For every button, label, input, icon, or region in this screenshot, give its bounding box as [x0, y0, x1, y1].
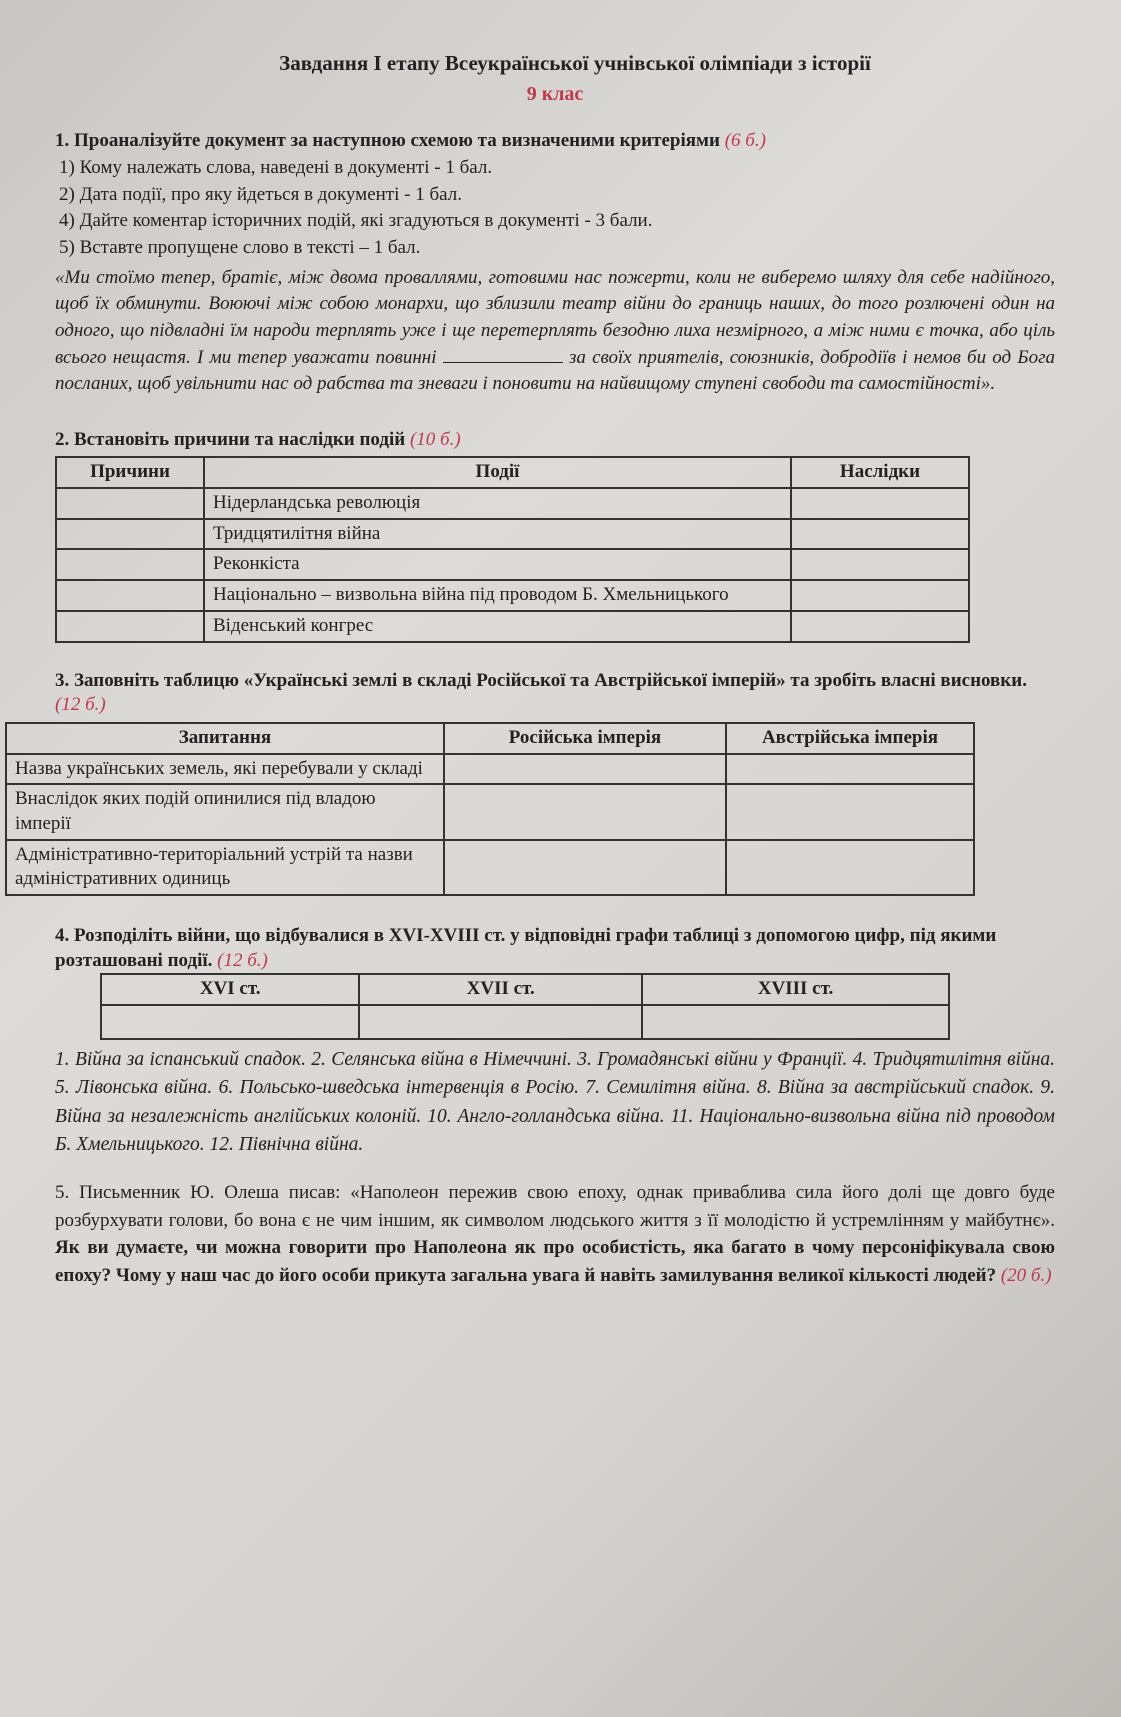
- page-title: Завдання І етапу Всеукраїнської учнівської олімпіади з історії: [279, 51, 871, 75]
- exam-sheet: [15, 50, 1055, 1289]
- q1-document-quote: [55, 265, 1055, 398]
- question-2: [55, 428, 1055, 643]
- grade-label: 9 клас: [526, 83, 584, 106]
- causes-effects-table: [55, 456, 970, 642]
- q1-criterion: 2) Дата події, про яку йдеться в документі - 1 бал.: [59, 183, 462, 205]
- col-header: Наслідки: [791, 457, 969, 488]
- q1-points: (6 б.): [724, 130, 766, 152]
- table-row: [101, 1005, 949, 1039]
- event-cell: Віденський конгрес: [204, 611, 791, 642]
- col-header: Запитання: [6, 723, 444, 754]
- question-1: [55, 129, 1055, 397]
- col-header: XVIII ст.: [642, 974, 949, 1005]
- quote-part: «Ми стоїмо тепер, братіє, між двома проваллями, готовими нас пожерти, коли не виберемо шляху для себе надійного, щоб їх обминути. Воюючі між собою монархи, що зблизили театр війни до границь наших, до того розлючені один на одного, що підвладні їм народи терплять уже і ще перетерплять безодню лиха незмірного, а між ними є точка, або ціль всього нещастя. І ми тепер уважати повинні: [55, 266, 1055, 368]
- table-row: [6, 784, 974, 839]
- q1-heading: 1. Проаналізуйте документ за наступною схемою та визначеними критеріями: [55, 130, 720, 152]
- question-cell: Внаслідок яких подій опинилися під владою імперії: [6, 784, 444, 839]
- event-cell: Національно – визвольна війна під проводом Б. Хмельницького: [204, 580, 791, 611]
- wars-list: 1. Війна за іспанський спадок. 2. Селянська війна в Німеччині. 3. Громадянські війни у Франції. 4. Тридцятилітня війна. 5. Лівонська війна. 6. Польсько-шведська інтервенція в Росію. 7. Семилітня війна. 8. Війна за австрійський спадок. 9. Війна за незалежність англійських колоній. 10. Англо-голландська війна. 11. Національно-визвольна війна під проводом Б. Хмельницького. 12. Північна війна.: [55, 1049, 1055, 1155]
- q5-question: Як ви думаєте, чи можна говорити про Наполеона як про особистість, яка багато в чому персоніфікувала свою епоху? Чому у наш час до його особи прикута загальна увага й навіть замилування великої кількості людей?: [55, 1237, 1055, 1286]
- col-header: XVI ст.: [101, 974, 359, 1005]
- event-cell: Реконкіста: [204, 549, 791, 580]
- q2-points: (10 б.): [409, 428, 461, 450]
- q3-heading: 3. Заповніть таблицю «Українські землі в складі Російської та Австрійської імперій» та зробіть власні висновки.: [55, 669, 1027, 691]
- wars-table: [100, 973, 950, 1040]
- table-row: [56, 519, 969, 550]
- quote-part: за своїх приятелів, союзників, добродіїв і немов би од Бога посланих, щоб увільнити нас од рабства та зневаги і поновити на найвищому ступені свободи та самостійності».: [55, 346, 1055, 395]
- col-header: Причини: [56, 457, 204, 488]
- event-cell: Тридцятилітня війна: [204, 519, 791, 550]
- question-5: [55, 1179, 1055, 1289]
- empires-table: [5, 722, 975, 896]
- question-cell: Назва українських земель, які перебували у складі: [6, 754, 444, 785]
- q1-criterion: 1) Кому належать слова, наведені в документі - 1 бал.: [59, 156, 493, 178]
- table-row: [56, 580, 969, 611]
- col-header: Австрійська імперія: [726, 723, 974, 754]
- event-cell: Нідерландська революція: [204, 488, 791, 519]
- q1-criterion: 4) Дайте коментар історичних подій, які згадуються в документі - 3 бали.: [59, 210, 653, 232]
- q5-points: (20 б.): [1000, 1264, 1052, 1286]
- col-header: Події: [204, 457, 791, 488]
- table-row: [6, 840, 974, 895]
- table-row: [6, 754, 974, 785]
- q1-criterion: 5) Вставте пропущене слово в тексті – 1 бал.: [59, 237, 421, 259]
- question-3: [15, 669, 1055, 897]
- blank-line: [443, 362, 563, 363]
- table-row: [56, 611, 969, 642]
- question-cell: Адміністративно-територіальний устрій та назви адміністративних одиниць: [6, 840, 444, 895]
- q2-heading: 2. Встановіть причини та наслідки подій: [55, 428, 406, 450]
- q4-points: (12 б.): [217, 949, 268, 971]
- q5-intro: 5. Письменник Ю. Олеша писав: «Наполеон пережив свою епоху, однак приваблива сила його долі ще довго буде розбурхувати голови, бо вона є не чим іншим, як символом людського життя з її молодістю й устремлінням у майбутнє».: [55, 1182, 1055, 1231]
- col-header: Російська імперія: [444, 723, 726, 754]
- q3-points: (12 б.): [55, 694, 106, 716]
- question-4: [55, 924, 1055, 1159]
- col-header: XVII ст.: [359, 974, 642, 1005]
- q4-heading: 4. Розподіліть війни, що відбувалися в XVI-XVIII ст. у відповідні графи таблиці з допомогою цифр, під якими розташовані події.: [55, 925, 997, 971]
- table-row: [56, 488, 969, 519]
- table-row: [56, 549, 969, 580]
